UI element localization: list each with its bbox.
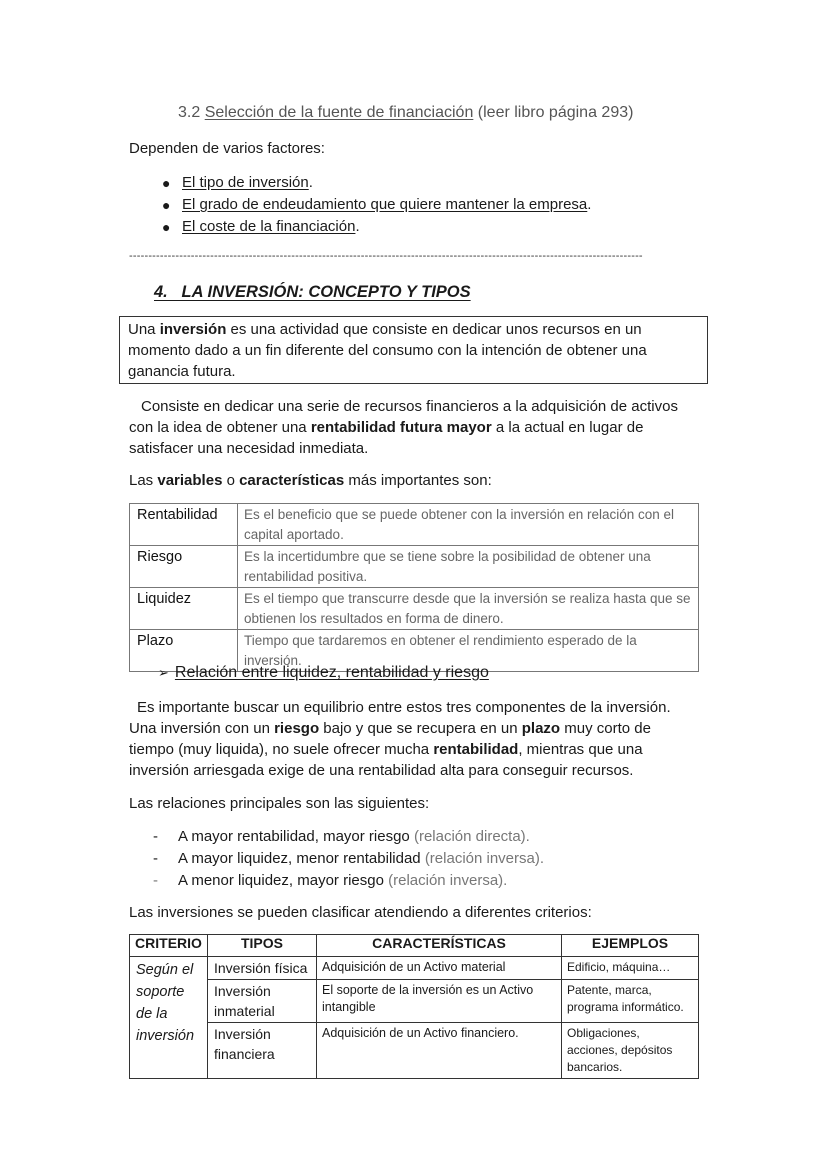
variable-term: Liquidez	[130, 588, 238, 630]
type-cell: Inversión física	[208, 957, 317, 980]
section-heading	[178, 104, 633, 122]
table-row	[130, 504, 699, 546]
type-cell: Inversión inmaterial	[208, 980, 317, 1023]
arrow-bullet-icon: ➢	[158, 665, 169, 680]
variable-description: Es el tiempo que transcurre desde que la inversión se realiza hasta que se obtienen los resultados en forma de dinero.	[238, 588, 699, 630]
characteristics-cell: El soporte de la inversión es un Activo intangible	[317, 980, 562, 1023]
relations-list	[153, 826, 698, 892]
paragraph-investment: Consiste en dedicar una serie de recursos financieros a la adquisición de activos con la idea de obtener una rentabilidad futura mayor a la actual en lugar de satisfacer una necesidad inmediata.	[129, 398, 678, 457]
classification-intro: Las inversiones se pueden clasificar atendiendo a diferentes criterios:	[129, 904, 592, 921]
section-number: 3.2	[178, 104, 201, 121]
paragraph-balance: Es importante buscar un equilibrio entre estos tres componentes de la inversión. Una inversión con un riesgo bajo y que se recupera en un plazo muy corto de tiempo (muy liquida), no suele ofrecer mucha rentabilidad, mientras que una inversión arriesgada exige de una rentabilidad alta para conseguir recursos.	[129, 699, 671, 779]
factors-intro: Dependen de varios factores:	[129, 140, 325, 157]
column-header: TIPOS	[208, 935, 317, 957]
section-title-link[interactable]: Selección de la fuente de financiación	[204, 104, 474, 121]
variable-description: Tiempo que tardaremos en obtener el rendimiento esperado de la inversión.	[238, 630, 699, 672]
list-item: - A menor liquidez, mayor riesgo (relación inversa).	[153, 872, 508, 889]
variable-term: Riesgo	[130, 546, 238, 588]
bullet-icon: ●	[162, 175, 171, 191]
table-row	[130, 980, 699, 1023]
criterion-cell: Según el soporte de la inversión	[130, 957, 208, 1079]
examples-cell: Edificio, máquina…	[562, 957, 699, 980]
definition-box: Una inversión es una actividad que consiste en dedicar unos recursos en un momento dado a un fin diferente del consumo con la intención de obtener una ganancia futura.	[119, 316, 708, 384]
separator-line: -------------------------------------------------------------------------------------------------------------------------------------	[129, 250, 643, 262]
chapter-heading: 4. LA INVERSIÓN: CONCEPTO Y TIPOS	[154, 283, 471, 301]
factors-list	[162, 172, 742, 238]
characteristics-cell: Adquisición de un Activo financiero.	[317, 1023, 562, 1079]
table-header-row	[130, 935, 699, 957]
relation-heading: ➢ Relación entre liquidez, rentabilidad y riesgo	[158, 664, 489, 681]
variables-table	[129, 503, 699, 672]
table-row	[130, 588, 699, 630]
section-note: (leer libro página 293)	[477, 104, 634, 121]
list-item: ● El grado de endeudamiento que quiere mantener la empresa.	[182, 194, 742, 216]
variable-description: Es la incertidumbre que se tiene sobre la posibilidad de obtener una rentabilidad positiva.	[238, 546, 699, 588]
relations-intro: Las relaciones principales son las siguientes:	[129, 795, 430, 812]
variable-description: Es el beneficio que se puede obtener con la inversión en relación con el capital aportado.	[238, 504, 699, 546]
definition-term: inversión	[159, 321, 227, 338]
type-cell: Inversión financiera	[208, 1023, 317, 1079]
criteria-table	[129, 934, 699, 1079]
variable-term: Plazo	[130, 630, 238, 672]
table-row	[130, 546, 699, 588]
list-item: - A mayor liquidez, menor rentabilidad (relación inversa).	[153, 850, 545, 867]
table-row	[130, 1023, 699, 1079]
list-item: ● El tipo de inversión.	[182, 172, 742, 194]
examples-cell: Obligaciones, acciones, depósitos bancarios.	[562, 1023, 699, 1079]
characteristics-cell: Adquisición de un Activo material	[317, 957, 562, 980]
column-header: CARACTERÍSTICAS	[317, 935, 562, 957]
variables-intro: Las variables o características más importantes son:	[129, 472, 492, 489]
list-item: - A mayor rentabilidad, mayor riesgo (relación directa).	[153, 828, 530, 845]
column-header: EJEMPLOS	[562, 935, 699, 957]
list-item: ● El coste de la financiación.	[182, 216, 742, 238]
examples-cell: Patente, marca, programa informático.	[562, 980, 699, 1023]
bullet-icon: ●	[162, 197, 171, 213]
variable-term: Rentabilidad	[130, 504, 238, 546]
column-header: CRITERIO	[130, 935, 208, 957]
table-row	[130, 957, 699, 980]
bullet-icon: ●	[162, 219, 171, 235]
